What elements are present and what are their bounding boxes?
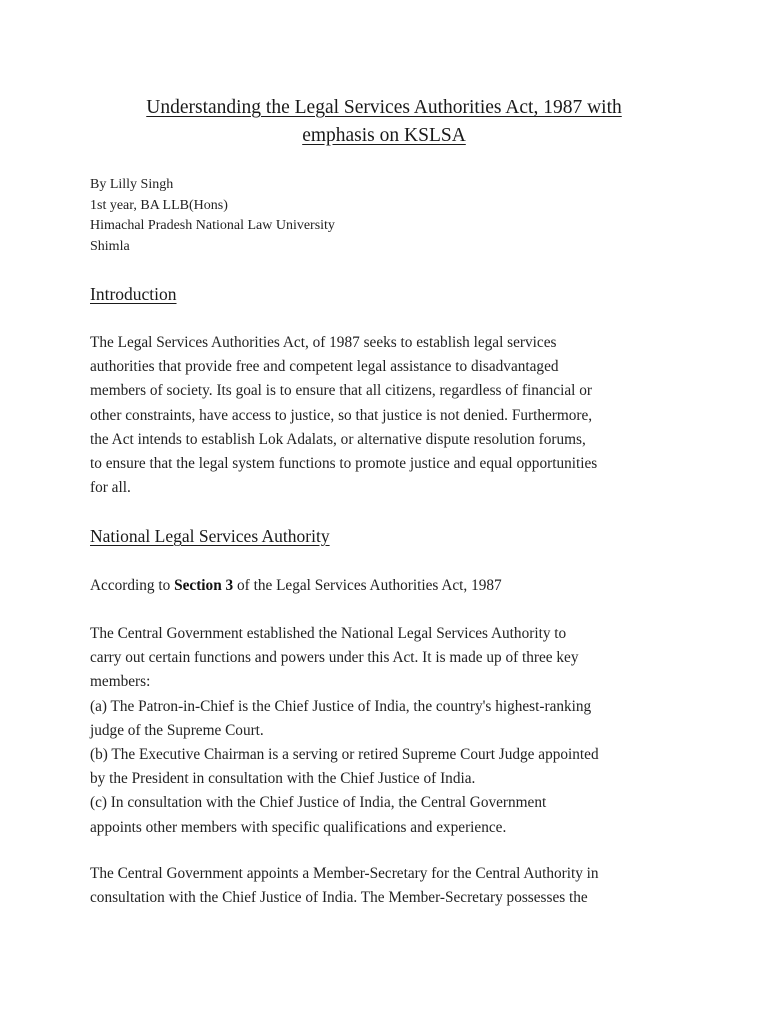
section-reference-line [90,574,690,598]
paragraph-line: members of society. Its goal is to ensure that all citizens, regardless of financial or [90,382,592,400]
paragraph-line: to ensure that the legal system functions to promote justice and equal opportunities [90,455,598,473]
central-government-paragraph [90,622,690,840]
paragraph-line: members: [90,673,151,691]
paragraph-line: (a) The Patron-in-Chief is the Chief Justice of India, the country's highest-ranking [90,697,592,715]
document-title [84,94,684,150]
author-university: Himachal Pradesh National Law University [90,218,335,233]
paragraph-line: The Legal Services Authorities Act, of 1987 seeks to establish legal services [90,334,557,351]
paragraph-line: by the President in consultation with the Chief Justice of India. [90,770,476,788]
introduction-paragraph [90,331,690,500]
paragraph-line: for all. [90,479,131,497]
paragraph-line: consultation with the Chief Justice of India. The Member-Secretary possesses the [90,889,588,907]
paragraph-line: The Central Government established the National Legal Services Authority to [90,625,567,642]
paragraph-line: authorities that provide free and competent legal assistance to disadvantaged [90,358,559,376]
paragraph-line: judge of the Supreme Court. [90,721,264,739]
member-secretary-paragraph [90,862,690,910]
title-line: Understanding the Legal Services Authorities Act, 1987 with [146,97,622,118]
section-reference [90,574,690,598]
paragraph-line: appoints other members with specific qualifications and experience. [90,818,507,836]
section-prefix: According to [90,577,175,594]
author-name: By Lilly Singh [90,177,174,192]
title-line: emphasis on KSLSA [302,125,466,146]
paragraph-line: carry out certain functions and powers under this Act. It is made up of three key [90,649,579,667]
author-block [90,175,335,257]
paragraph-line: (c) In consultation with the Chief Justice of India, the Central Government [90,794,547,812]
section-suffix: of the Legal Services Authorities Act, 1987 [233,577,502,594]
paragraph-line: other constraints, have access to justice, so that justice is not denied. Furthermore, [90,406,593,424]
author-year: 1st year, BA LLB(Hons) [90,197,228,213]
paragraph-line: the Act intends to establish Lok Adalats, or alternative dispute resolution forums, [90,430,586,448]
nalsa-heading: National Legal Services Authority [90,526,330,546]
introduction-heading: Introduction [90,284,177,304]
section-number: Section 3 [174,577,234,594]
author-city: Shimla [90,238,130,254]
paragraph-line: The Central Government appoints a Member-Secretary for the Central Authority in [90,865,599,882]
paragraph-line: (b) The Executive Chairman is a serving or retired Supreme Court Judge appointed [90,746,599,764]
